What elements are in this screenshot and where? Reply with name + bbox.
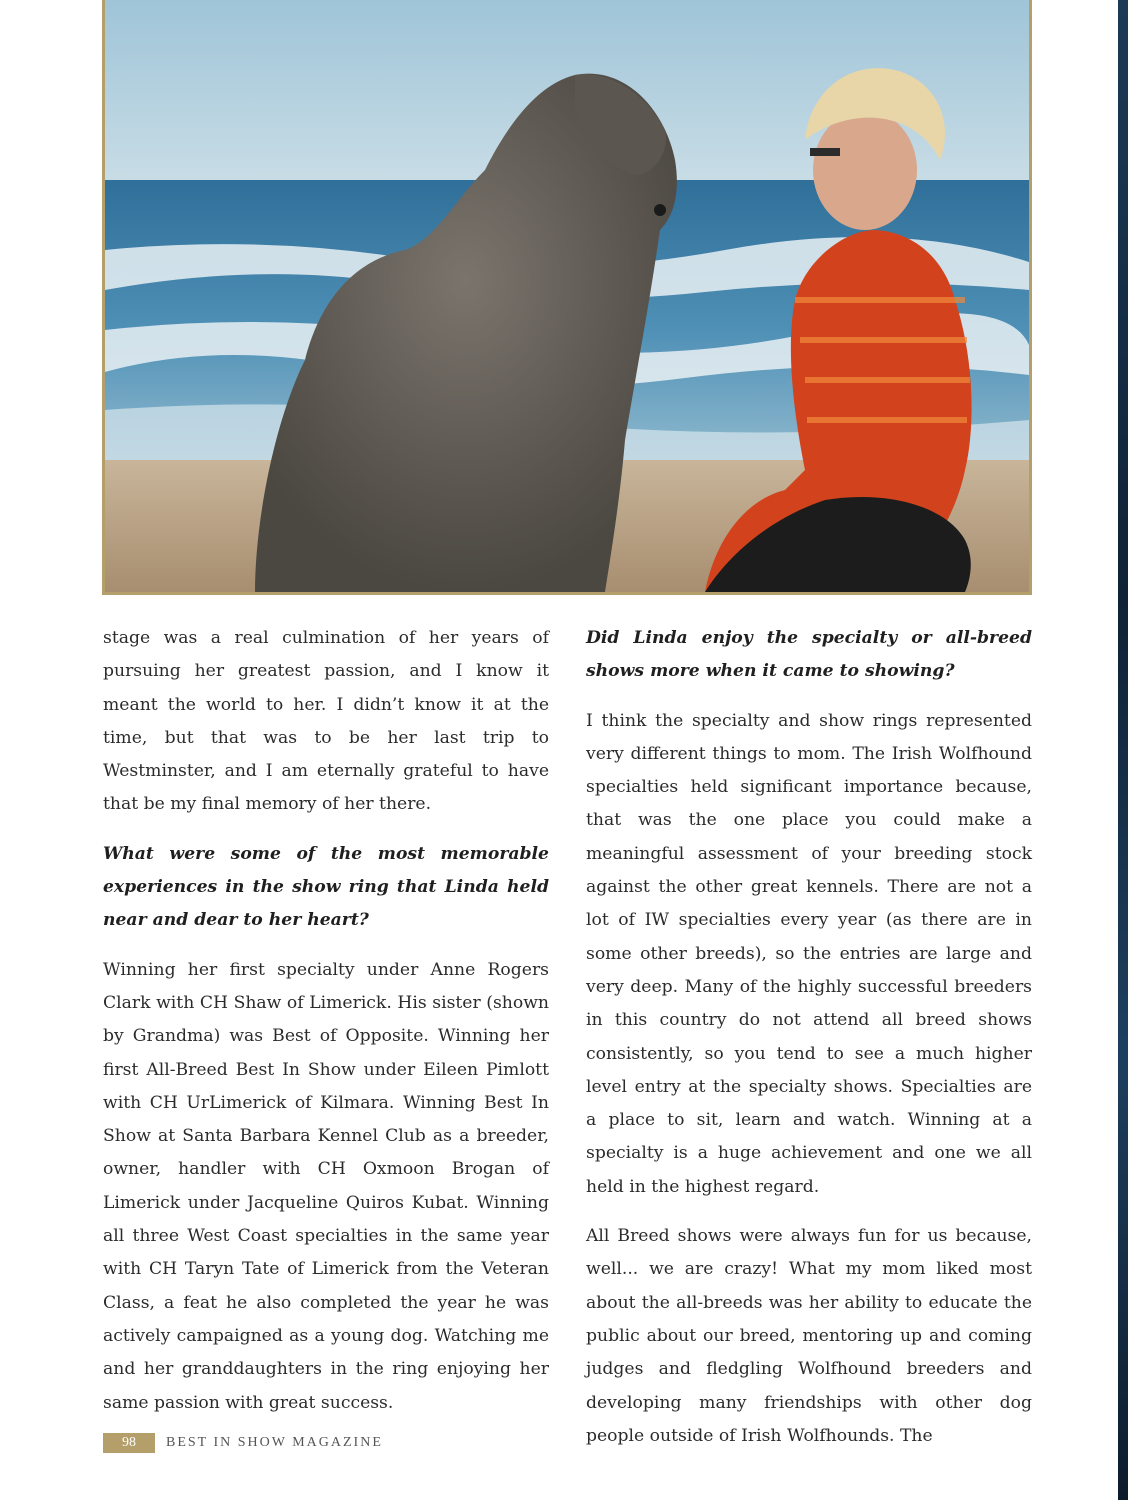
page-number: 98 xyxy=(103,1433,155,1453)
right-article-column xyxy=(586,622,1032,1469)
beach-photo-illustration xyxy=(105,0,1029,592)
article-paragraph: stage was a real culmination of her years of pursuing her greatest passion, and I know it meant the world to her. I didn’t know it at the time, but that was to be her last trip to Westminster, and I am eternally grateful to have that be my final memory of her there. xyxy=(103,628,549,815)
page-footer xyxy=(103,1432,383,1454)
magazine-name: BEST IN SHOW MAGAZINE xyxy=(166,1435,383,1450)
page-edge-decoration xyxy=(1118,0,1128,1500)
interview-question: What were some of the most memorable experiences in the show ring that Linda held near and dear to her heart? xyxy=(103,843,549,931)
article-paragraph: Winning her first specialty under Anne Rogers Clark with CH Shaw of Limerick. His sister (shown by Grandma) was Best of Opposite. Winning her first All-Breed Best In Show under Eileen Pimlott with CH UrLimerick of Kilmara. Winning Best In Show at Santa Barbara Kennel Club as a breeder, owner, handler with CH Oxmoon Brogan of Limerick under Jacqueline Quiros Kubat. Winning all three West Coast specialties in the same year with CH Taryn Tate of Limerick from the Veteran Class, a feat he also completed the year he was actively campaigned as a young dog. Watching me and her granddaughters in the ring enjoying her same passion with great success. xyxy=(103,959,549,1413)
interview-question: Did Linda enjoy the specialty or all-breed shows more when it came to showing? xyxy=(586,628,1032,682)
left-article-column xyxy=(103,622,549,1436)
article-paragraph: All Breed shows were always fun for us because, well... we are crazy! What my mom liked most about the all-breeds was her ability to educate the public about our breed, mentoring up and coming judges and fledgling Wolfhound breeders and developing many friendships with other dog people outside of Irish Wolfhounds. The xyxy=(586,1226,1032,1446)
feature-photo xyxy=(102,0,1032,595)
article-paragraph: I think the specialty and show rings represented very different things to mom. The Irish Wolfhound specialties held significant importance because, that was the one place you could make a meaningful assessment of your breeding stock against the other great kennels. There are not a lot of IW specialties every year (as there are in some other breeds), so the entries are large and very deep. Many of the highly successful breeders in this country do not attend all breed shows consistently, so you tend to see a much higher level entry at the specialty shows. Specialties are a place to sit, learn and watch. Winning at a specialty is a huge achievement and one we all held in the highest regard. xyxy=(586,710,1032,1197)
